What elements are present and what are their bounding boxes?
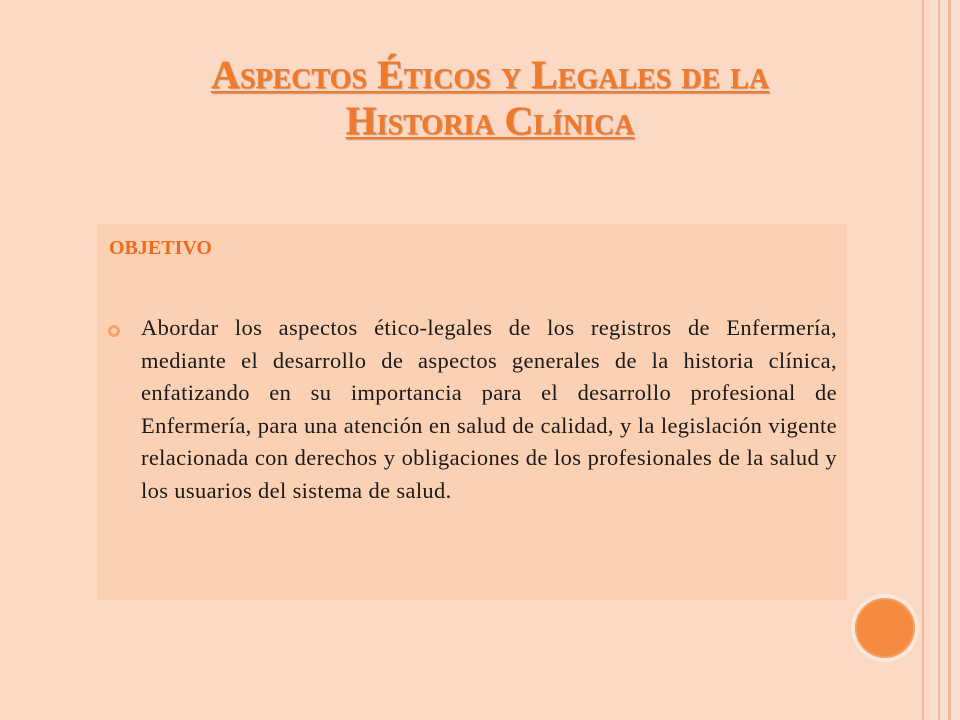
circle-decoration [855,598,915,658]
right-border-line [948,0,951,720]
objective-text: Abordar los aspectos ético-legales de los registros de Enfermería, mediante el desarrollo de aspectos generales de la historia clínica, enfatizando en su importancia para el desarrollo profesional de Enfermería, para una atención en salud de calidad, y la legislación vigente relacionada con derechos y obligaciones de los profesionales de la salud y los usuarios del sistema de salud. [141,315,837,503]
slide-title-line-1: Aspectos Éticos y Legales de la [210,52,770,97]
ring-bullet-icon [108,325,120,337]
slide-title-line-2: Historia Clínica [345,98,635,143]
slide-title [60,52,920,144]
content-box [97,224,847,600]
right-border-line [938,0,940,720]
right-border-line [922,0,924,720]
objective-heading: OBJETIVO [109,237,212,259]
right-border-band [930,0,960,720]
